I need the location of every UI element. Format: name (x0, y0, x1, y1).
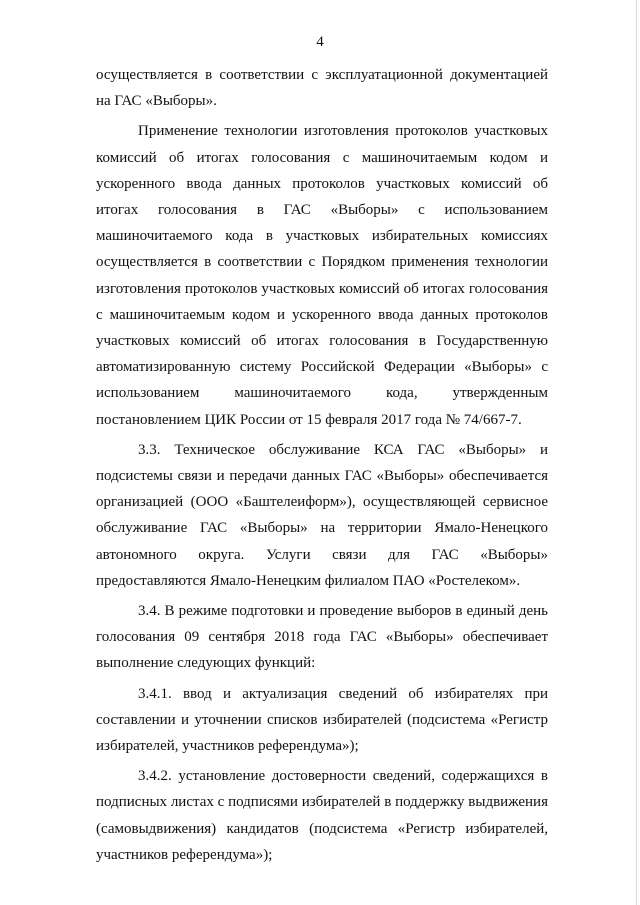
paragraph-3-4-2: 3.4.2. установление достоверности сведений, содержащихся в подписных листах с подписями избирателей в поддержку выдвижения (самовыдвижения) кандидатов (подсистема «Регистр избирателей, участников референдума»); (96, 768, 548, 863)
paragraph-3-4: 3.4. В режиме подготовки и проведение выборов в единый день голосования 09 сентября 2018 года ГАС «Выборы» обеспечивает выполнение следующих функций: (96, 603, 548, 672)
paragraph-3-3: 3.3. Техническое обслуживание КСА ГАС «Выборы» и подсистемы связи и передачи данных ГАС «Выборы» обеспечивается организацией (ООО «Баштелеиформ»), осуществляющей сервисное обслуживание ГАС «Выборы» на территории Ямало-Ненецкого автономного округа. Услуги связи для ГАС «Выборы» предоставляются Ямало-Ненецким филиалом ПАО «Ростелеком». (96, 441, 548, 589)
paragraph-3-4-1: 3.4.1. ввод и актуализация сведений об избирателях при составлении и уточнении списков избирателей (подсистема «Регистр избирателей, участников референдума»); (96, 685, 548, 755)
paragraph-continuation: осуществляется в соответствии с эксплуатационной документацией на ГАС «Выборы». (96, 67, 548, 110)
document-body (96, 62, 548, 868)
page-edge-line (636, 0, 637, 905)
page-number: 4 (316, 34, 324, 50)
paragraph-technology: Применение технологии изготовления протоколов участковых комиссий об итогах голосования с машиночитаемым кодом и ускоренного ввода данных протоколов участковых комиссий об итогах голосования в ГАС «Выборы» с использованием машиночитаемого кода в участковых избирательных комиссиях осуществляется в соответствии с Порядком применения технологии изготовления протоколов участковых комиссий об итогах голосования с машиночитаемым кодом и ускоренного ввода данных протоколов участковых комиссий об итогах голосования в Государственную автоматизированную систему Российской Федерации «Выборы» с использованием машиночитаемого кода, утвержденным постановлением ЦИК России от 15 февраля 2017 года № 74/667-7. (96, 123, 548, 428)
